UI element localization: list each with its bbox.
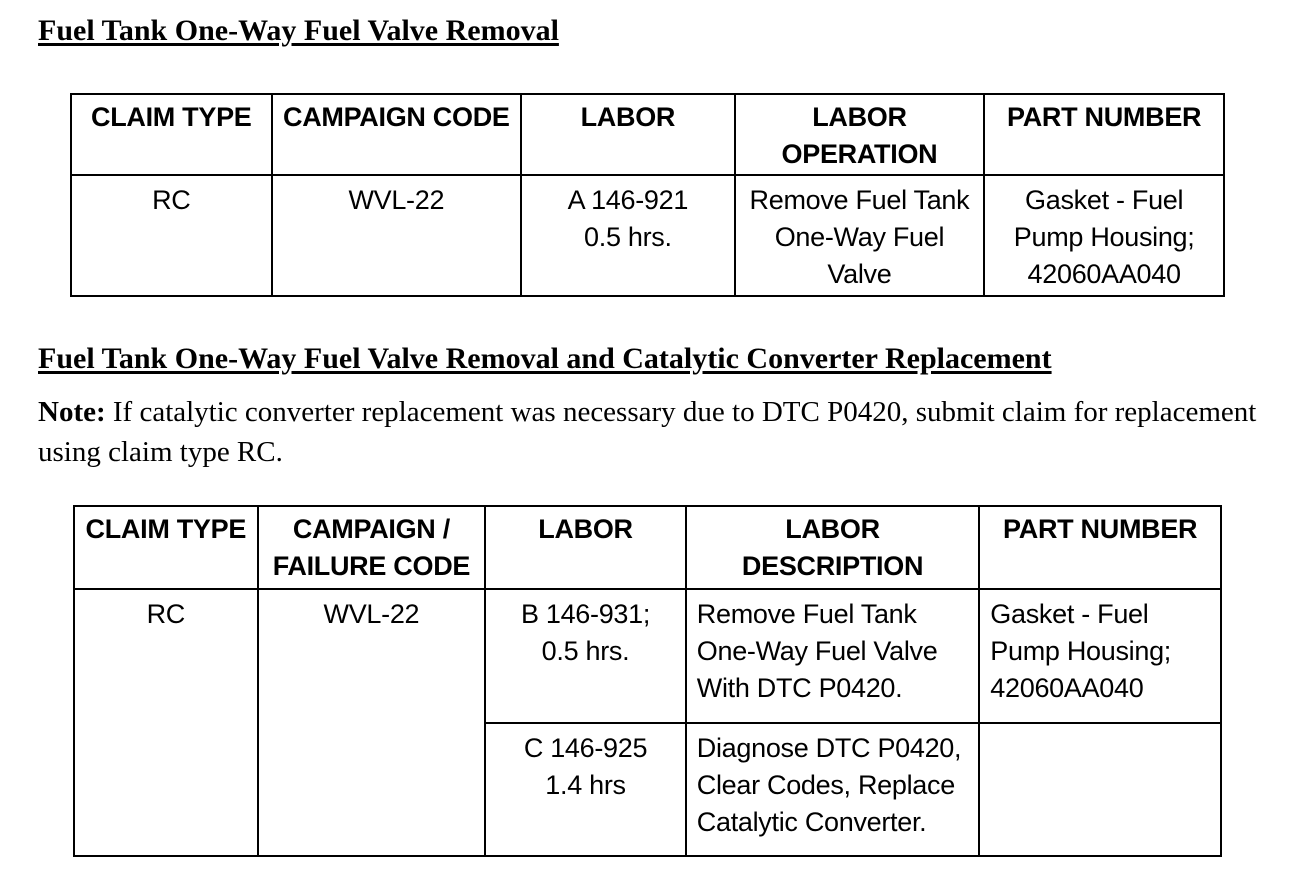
cell-labor-code: B 146-931;: [520, 599, 651, 629]
cell-labor-description: [686, 589, 980, 723]
cell-labor-code: A 146-921: [567, 185, 689, 215]
cell-labor-hours: 1.4 hrs: [545, 770, 626, 800]
cell-labor-hours: 0.5 hrs.: [584, 222, 672, 252]
cell-labor-description-line: Remove Fuel Tank: [696, 599, 917, 629]
cell-labor-operation-line: One-Way Fuel: [774, 222, 945, 252]
cell-labor-code: C 146-925: [523, 733, 648, 763]
section2-heading: Fuel Tank One-Way Fuel Valve Removal and Catalytic Converter Replacement: [38, 342, 1052, 375]
cell-labor: [485, 589, 686, 723]
cell-labor-description-line: Diagnose DTC P0420,: [696, 733, 962, 763]
table-header-row: [71, 94, 1224, 175]
header-labor-operation-line1: LABOR: [812, 102, 907, 132]
cell-labor-description: [686, 723, 980, 856]
labor-table-catalytic: [73, 505, 1222, 857]
note-label: Note:: [38, 396, 106, 428]
cell-part-number-line: Gasket - Fuel: [1025, 185, 1184, 215]
labor-table-removal: [70, 93, 1225, 297]
header-labor: LABOR: [485, 506, 686, 589]
cell-part-number-line: Gasket - Fuel: [990, 599, 1149, 629]
cell-part-number: [979, 589, 1221, 723]
header-labor-operation-line2: OPERATION: [781, 139, 938, 169]
note-text: If catalytic converter replacement was necessary due to DTC P0420, submit claim for replacement using claim type RC.: [38, 396, 1257, 468]
header-claim-type: CLAIM TYPE: [74, 506, 258, 589]
cell-part-number-line: 42060AA040: [990, 673, 1144, 703]
cell-claim-type: RC: [74, 589, 258, 856]
cell-part-number-line: 42060AA040: [1027, 259, 1181, 289]
header-labor-operation: [735, 94, 985, 175]
section1-heading: Fuel Tank One-Way Fuel Valve Removal: [38, 14, 559, 47]
header-campaign-failure-code-line1: CAMPAIGN /: [292, 514, 450, 544]
cell-labor-operation-line: Valve: [827, 259, 892, 289]
table-row: [74, 589, 1221, 723]
cell-labor-operation-line: Remove Fuel Tank: [749, 185, 970, 215]
cell-campaign-code: WVL-22: [258, 589, 486, 856]
cell-labor: [521, 175, 735, 296]
table-header-row: [74, 506, 1221, 589]
header-part-number: PART NUMBER: [979, 506, 1221, 589]
cell-part-number-line: Pump Housing;: [1013, 222, 1195, 252]
cell-labor-description-line: One-Way Fuel Valve: [696, 636, 938, 666]
cell-part-number-empty: [979, 723, 1221, 856]
header-labor-description: LABOR DESCRIPTION: [686, 506, 980, 589]
cell-campaign-code: WVL-22: [272, 175, 522, 296]
cell-labor: [485, 723, 686, 856]
header-claim-type: CLAIM TYPE: [71, 94, 272, 175]
table-row: [71, 175, 1224, 296]
cell-part-number: [984, 175, 1224, 296]
cell-part-number-line: Pump Housing;: [990, 636, 1171, 666]
header-campaign-code: CAMPAIGN CODE: [272, 94, 522, 175]
note-paragraph: [38, 392, 1288, 472]
cell-labor-description-line: With DTC P0420.: [696, 673, 903, 703]
header-part-number: PART NUMBER: [984, 94, 1224, 175]
cell-labor-hours: 0.5 hrs.: [541, 636, 630, 666]
cell-labor-operation: [735, 175, 985, 296]
cell-labor-description-line: Clear Codes, Replace: [696, 770, 955, 800]
header-campaign-failure-code: [258, 506, 486, 589]
cell-labor-description-line: Catalytic Converter.: [696, 807, 927, 837]
header-campaign-failure-code-line2: FAILURE CODE: [272, 551, 471, 581]
cell-claim-type: RC: [71, 175, 272, 296]
header-labor: LABOR: [521, 94, 735, 175]
